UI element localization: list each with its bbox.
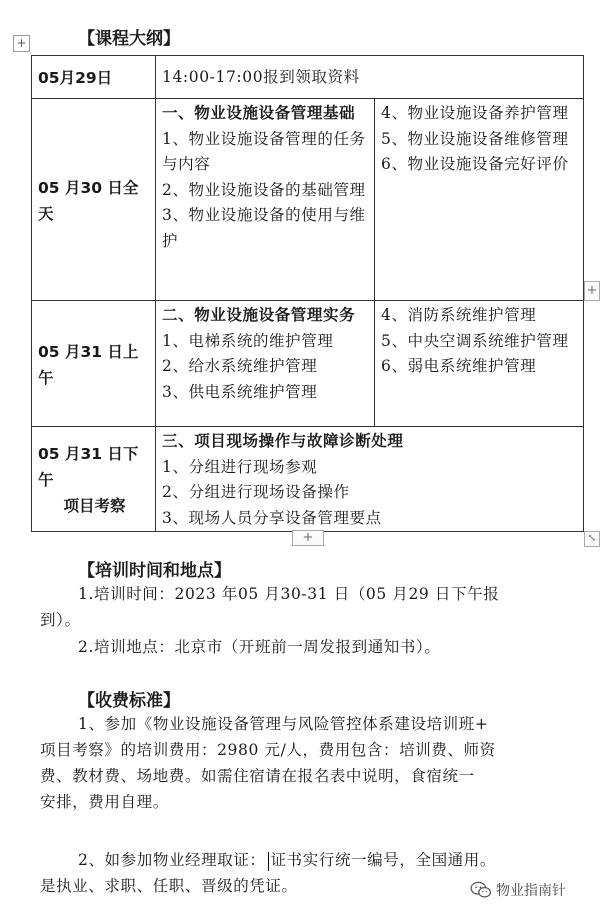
fees-paragraph-line: 安排，费用自理。 bbox=[40, 793, 169, 811]
content-cell bbox=[156, 427, 584, 532]
topic-item: 2、物业设施设备的基础管理 bbox=[162, 180, 366, 199]
date-label: 05月29日 bbox=[38, 69, 113, 87]
module-title: 一、物业设施设备管理基础 bbox=[162, 104, 356, 122]
topic-item: 6、弱电系统维护管理 bbox=[381, 357, 537, 375]
certificate-text: 证书实行统一编号，全国通用。 bbox=[270, 851, 496, 869]
schedule-text: 14:00-17:00报到领取资料 bbox=[162, 68, 360, 87]
outline-heading: 【课程大纲】 bbox=[78, 29, 180, 49]
module-title: 二、物业设施设备管理实务 bbox=[162, 306, 356, 324]
content-cell bbox=[156, 99, 375, 301]
date-label: 05 月31 日上午 bbox=[38, 342, 139, 387]
add-row-button[interactable]: + bbox=[292, 530, 324, 546]
training-heading: 【培训时间和地点】 bbox=[78, 561, 231, 581]
table-row bbox=[32, 56, 584, 99]
wechat-icon bbox=[470, 881, 492, 899]
site-visit-label: 项目考察 bbox=[63, 497, 126, 515]
content-cell bbox=[156, 56, 584, 99]
date-cell bbox=[32, 56, 156, 99]
course-outline-table bbox=[31, 55, 584, 532]
topic-item: 6、物业设施设备完好评价 bbox=[381, 155, 569, 173]
date-label: 05 月31 日下午 bbox=[38, 445, 139, 489]
topic-item: 3、物业设施设备的使用与维护 bbox=[162, 206, 366, 250]
text-cursor bbox=[268, 852, 269, 871]
training-location-line: 2.培训地点：北京市（开班前一周发报到通知书）。 bbox=[78, 638, 441, 656]
table-row bbox=[32, 99, 584, 301]
add-column-button[interactable]: + bbox=[584, 281, 600, 301]
topic-item: 3、供电系统维护管理 bbox=[162, 382, 318, 401]
table-resize-handle[interactable]: ⤡ bbox=[584, 531, 600, 547]
topic-item: 4、消防系统维护管理 bbox=[381, 306, 537, 324]
certificate-line-cont: 是执业、求职、任职、晋级的凭证。 bbox=[40, 877, 298, 895]
fees-paragraph-line: 费、教材费、场地费。如需住宿请在报名表中说明，食宿统一 bbox=[40, 767, 475, 785]
topic-item: 2、给水系统维护管理 bbox=[162, 357, 318, 375]
topic-item: 5、物业设施设备维修管理 bbox=[381, 129, 569, 148]
fees-paragraph-line: 1、参加《物业设施设备管理与风险管控体系建设培训班+ bbox=[78, 715, 489, 733]
source-watermark bbox=[470, 880, 566, 900]
table-row bbox=[32, 301, 584, 427]
content-cell bbox=[156, 301, 375, 427]
topic-item: 1、物业设施设备管理的任务与内容 bbox=[162, 129, 366, 173]
fees-heading: 【收费标准】 bbox=[78, 691, 180, 711]
training-time-line-cont: 到）。 bbox=[40, 611, 81, 629]
date-label: 05 月30 日全天 bbox=[38, 178, 139, 223]
date-cell bbox=[32, 99, 156, 301]
module-title: 三、项目现场操作与故障诊断处理 bbox=[162, 432, 404, 450]
date-cell bbox=[32, 301, 156, 427]
certificate-line bbox=[78, 847, 496, 873]
topic-item: 4、物业设施设备养护管理 bbox=[381, 104, 569, 122]
content-cell bbox=[375, 99, 584, 301]
topic-item: 1、分组进行现场参观 bbox=[162, 457, 318, 476]
topic-item: 3、现场人员分享设备管理要点 bbox=[162, 508, 382, 527]
date-cell bbox=[32, 427, 156, 532]
watermark-text: 物业指南针 bbox=[496, 883, 566, 899]
content-cell bbox=[375, 301, 584, 427]
topic-item: 2、分组进行现场设备操作 bbox=[162, 483, 350, 501]
topic-item: 5、中央空调系统维护管理 bbox=[381, 331, 569, 350]
table-row bbox=[32, 427, 584, 532]
training-time-line: 1.培训时间：2023 年05 月30-31 日（05 月29 日下午报 bbox=[78, 585, 500, 603]
certificate-text: 2、如参加物业经理取证： bbox=[78, 851, 266, 869]
fees-paragraph-line: 项目考察》的培训费用：2980 元/人，费用包含：培训费、师资 bbox=[40, 741, 496, 759]
topic-item: 1、电梯系统的维护管理 bbox=[162, 331, 334, 350]
table-move-handle[interactable]: + bbox=[13, 35, 30, 52]
